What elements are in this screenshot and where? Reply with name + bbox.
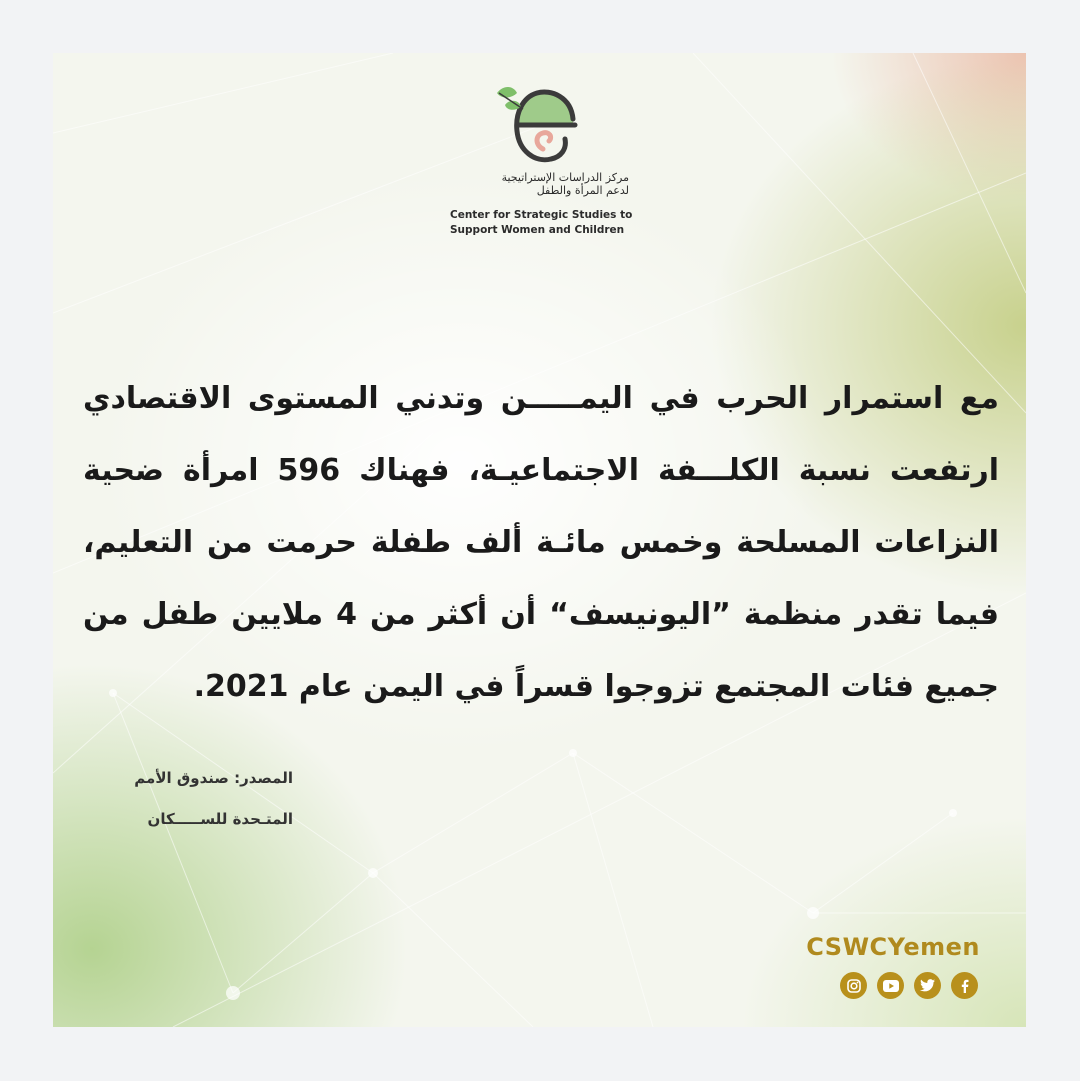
organization-name-arabic-line2: لدعم المرأة والطفل [536, 184, 629, 197]
organization-name-english-line1: Center for Strategic Studies to [450, 209, 633, 221]
main-statement [83, 363, 999, 723]
organization-name-arabic [502, 171, 629, 197]
social-icons [840, 972, 978, 999]
twitter-icon[interactable] [914, 972, 941, 999]
youtube-icon[interactable] [877, 972, 904, 999]
organization-name-arabic-line1: مركز الدراسات الإستراتيجية [501, 171, 629, 184]
source-line: المتـحدة للســـــكان [147, 810, 293, 828]
statement-line: مع استمرار الحرب في اليمـــــن وتدني المستوى الاقتصادي [83, 381, 999, 416]
organization-name-english [450, 208, 632, 238]
social-handle[interactable]: CSWCYemen [806, 933, 980, 961]
statement-line: ارتفعت نسبة الكلـــفة الاجتماعيـة، فهناك 596 امرأة ضحية [83, 453, 1000, 488]
instagram-icon[interactable] [840, 972, 867, 999]
statement-line: فيما تقدر منظمة ”اليونيسف“ أن أكثر من 4 ملايين طفل من [83, 597, 999, 632]
organization-logo [489, 75, 589, 175]
source-line: المصدر: صندوق الأمم [134, 769, 293, 787]
post-card [53, 53, 1026, 1027]
facebook-icon[interactable] [951, 972, 978, 999]
source-citation [73, 758, 293, 840]
organization-name-english-line2: Support Women and Children [450, 224, 625, 236]
statement-line: النزاعات المسلحة وخمس مائـة ألف طفلة حرمت من التعليم، [83, 525, 999, 560]
statement-line: جميع فئات المجتمع تزوجوا قسراً في اليمن عام 2021. [193, 669, 999, 704]
